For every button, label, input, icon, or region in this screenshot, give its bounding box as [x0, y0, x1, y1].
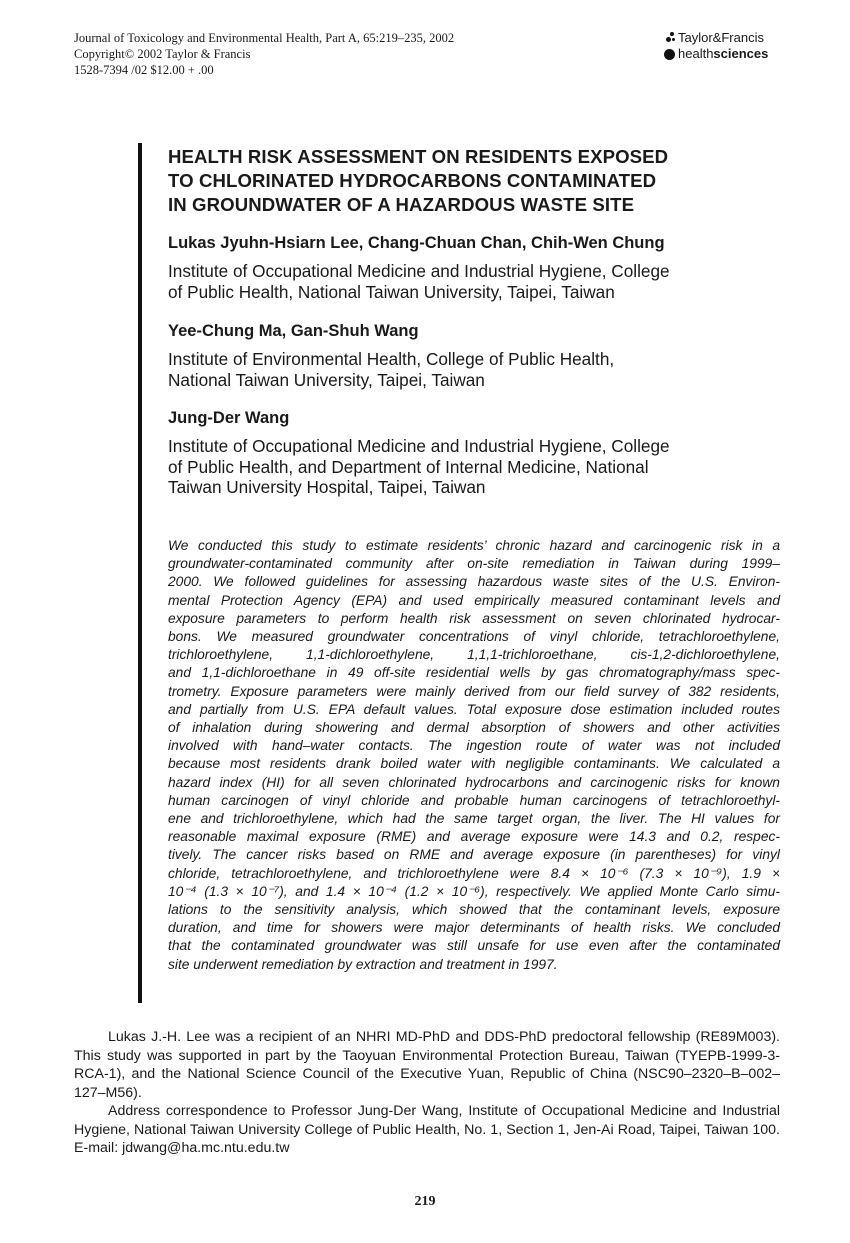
- issn-line: 1528-7394 /02 $12.00 + .00: [74, 63, 214, 77]
- abstract-line: reasonable maximal exposure (RME) and average exposure were 14.3 and 0.2, respec-: [168, 829, 780, 845]
- title-line: IN GROUNDWATER OF A HAZARDOUS WASTE SITE: [168, 194, 635, 215]
- abstract-line: 2000. We followed guidelines for assessing hazardous waste sites of the U.S. Environ-: [168, 574, 780, 590]
- copyright-line: Copyright© 2002 Taylor & Francis: [74, 47, 251, 61]
- affiliation-line: of Public Health, National Taiwan University, Taipei, Taiwan: [168, 281, 615, 302]
- abstract-line: bons. We measured groundwater concentrations of vinyl chloride, tetrachloroethylene,: [168, 629, 780, 645]
- abstract-line: trichloroethylene, 1,1-dichloroethylene, 1,1,1-trichloroethane, cis-1,2-dichloroethylene,: [168, 647, 780, 663]
- abstract-line: trometry. Exposure parameters were mainly derived from our field survey of 382 residents,: [168, 683, 780, 699]
- abstract-line: of inhalation during showering and dermal absorption of showers and other activities: [168, 720, 780, 736]
- affiliation-line: Institute of Environmental Health, College of Public Health,: [168, 349, 615, 369]
- abstract-line: exposure parameters to perform health risk assessment on seven chlorinated hydrocar-: [168, 610, 780, 626]
- author-list: Jung-Der Wang: [168, 409, 290, 427]
- author-list: Lukas Jyuhn-Hsiarn Lee, Chang-Chuan Chan, Chih-Wen Chung: [168, 234, 665, 252]
- abstract-line: and partially from U.S. EPA default values. Total exposure dose estimation included routes: [168, 701, 780, 717]
- affiliation-line: of Public Health, and Department of Internal Medicine, National: [168, 456, 649, 477]
- abstract-line: We conducted this study to estimate residents’ chronic hazard and carcinogenic risk in a: [168, 538, 780, 553]
- abstract-line: because most residents drank boiled water with negligible contaminants. We calculated a: [168, 756, 780, 772]
- affiliation: [168, 349, 788, 390]
- taylor-francis-mark-icon: [664, 32, 678, 44]
- abstract-line: mental Protection Agency (EPA) and used empirically measured contaminant levels and: [168, 592, 780, 608]
- abstract-line: site underwent remediation by extraction and treatment in 1997.: [168, 956, 558, 972]
- affiliation: [168, 436, 788, 498]
- abstract: [168, 537, 780, 974]
- abstract-line: hazard index (HI) for all seven chlorinated hydrocarbons and carcinogenic risks for known: [168, 774, 780, 790]
- affiliation-line: Institute of Occupational Medicine and Industrial Hygiene, College: [168, 261, 670, 281]
- abstract-line: 10⁻⁴ (1.3 × 10⁻⁷), and 1.4 × 10⁻⁴ (1.2 × 10⁻⁶), respectively. We applied Monte Carlo simu-: [168, 883, 780, 899]
- publisher-imprint-prefix: health: [678, 46, 714, 61]
- affiliation-line: Institute of Occupational Medicine and Industrial Hygiene, College: [168, 436, 670, 456]
- journal-line: Journal of Toxicology and Environmental Health, Part A, 65:219–235, 2002: [74, 31, 455, 45]
- affiliation-line: Taiwan University Hospital, Taipei, Taiwan: [168, 477, 486, 497]
- abstract-line: duration, and time for showers were major determinants of health risks. We concluded: [168, 920, 780, 936]
- journal-citation: [74, 30, 454, 78]
- abstract-line: groundwater-contaminated community after on-site remediation in Taiwan during 1999–: [168, 556, 780, 572]
- affiliation: [168, 261, 788, 302]
- abstract-line: tively. The cancer risks based on RME and average exposure (in parentheses) for vinyl: [168, 847, 780, 863]
- correspondence-footnote: Address correspondence to Professor Jung-Der Wang, Institute of Occupational Medicine and Industrial Hygiene, National Taiwan University College of Public Health, No. 1, Section 1, Jen-Ai Road, Taipei, Taiwan 100. E-mail: jdwang@ha.mc.ntu.edu.tw: [74, 1103, 780, 1156]
- publisher-imprint-suffix: sciences: [713, 46, 769, 61]
- affiliation-line: National Taiwan University, Taipei, Taiwan: [168, 369, 485, 390]
- health-sciences-dot-icon: [664, 49, 675, 60]
- abstract-line: chloride, tetrachloroethylene, and trichloroethylene were 8.4 × 10⁻⁶ (7.3 × 10⁻⁹), 1.9 ×: [168, 865, 780, 881]
- title-line: HEALTH RISK ASSESSMENT ON RESIDENTS EXPOSED: [168, 146, 669, 167]
- abstract-line: that the contaminated groundwater was still unsafe for use even after the contaminated: [168, 938, 780, 954]
- abstract-line: human carcinogen of vinyl chloride and probable human carcinogens of tetrachloroethyl-: [168, 792, 780, 808]
- title-line: TO CHLORINATED HYDROCARBONS CONTAMINATED: [168, 170, 657, 191]
- abstract-line: lations to the sensitivity analysis, which showed that the contaminant levels, exposure: [168, 902, 780, 918]
- publisher-logo: [664, 30, 768, 62]
- abstract-line: ene and trichloroethylene, which had the same target organ, the liver. The HI values for: [168, 811, 780, 827]
- funding-footnote: Lukas J.-H. Lee was a recipient of an NHRI MD-PhD and DDS-PhD predoctoral fellowship (RE89M003). This study was supported in part by the Taoyuan Environmental Protection Bureau, Taiwan (TYEPB-1999-3-RCA-1), and the National Science Council of the Executive Yuan, Republic of China (NSC90–2320–B–002–127–M56).: [74, 1029, 780, 1101]
- abstract-line: and 1,1-dichloroethane in 49 off-site residential wells by gas chromatography/mass spec-: [168, 665, 780, 681]
- publisher-name: Taylor&Francis: [678, 30, 764, 45]
- page-number: 219: [414, 1194, 436, 1209]
- article-title: [168, 145, 788, 217]
- abstract-line: involved with hand–water contacts. The ingestion route of water was not included: [168, 738, 780, 754]
- left-margin-rule: [138, 143, 142, 1003]
- author-list: Yee-Chung Ma, Gan-Shuh Wang: [168, 322, 419, 340]
